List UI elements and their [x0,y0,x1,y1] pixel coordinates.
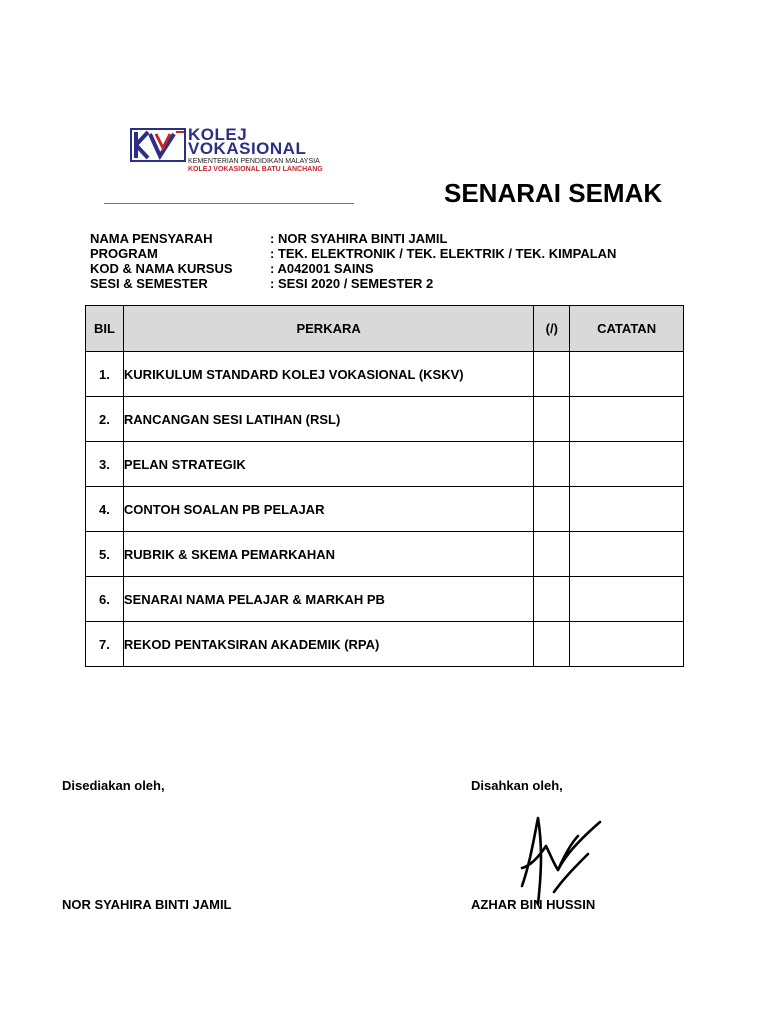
table-row [86,577,684,622]
row-notes-cell[interactable] [570,532,684,577]
approved-by-label: Disahkan oleh, [471,778,563,793]
row-notes-cell[interactable] [570,397,684,442]
table-row [86,487,684,532]
row-number: 4. [86,487,124,532]
logo-text-college-name: KOLEJ VOKASIONAL BATU LANCHANG [188,166,323,173]
info-row-course [90,261,616,276]
info-row-lecturer [90,231,616,246]
row-item: SENARAI NAMA PELAJAR & MARKAH PB [123,577,533,622]
info-label: NAMA PENSYARAH [90,231,213,246]
info-block [90,231,616,291]
prepared-by-label: Disediakan oleh, [62,778,165,793]
info-value: : SESI 2020 / SEMESTER 2 [270,276,434,291]
info-label: SESI & SEMESTER [90,276,208,291]
row-number: 3. [86,442,124,487]
header-bil: BIL [86,306,124,352]
row-tick-cell[interactable] [534,487,570,532]
header-tick: (/) [534,306,570,352]
row-item: PELAN STRATEGIK [123,442,533,487]
table-row [86,532,684,577]
table-header-row [86,306,684,352]
row-item: REKOD PENTAKSIRAN AKADEMIK (RPA) [123,622,533,667]
row-notes-cell[interactable] [570,577,684,622]
info-label: PROGRAM [90,246,158,261]
table-row [86,442,684,487]
row-tick-cell[interactable] [534,577,570,622]
row-tick-cell[interactable] [534,622,570,667]
header-catatan: CATATAN [570,306,684,352]
row-number: 5. [86,532,124,577]
table-row [86,622,684,667]
logo-text-ministry: KEMENTERIAN PENDIDIKAN MALAYSIA [188,158,320,165]
row-tick-cell[interactable] [534,532,570,577]
row-item: KURIKULUM STANDARD KOLEJ VOKASIONAL (KSKV) [123,352,533,397]
row-notes-cell[interactable] [570,622,684,667]
row-tick-cell[interactable] [534,352,570,397]
row-tick-cell[interactable] [534,442,570,487]
college-logo [104,96,356,204]
table-row [86,352,684,397]
info-row-program [90,246,616,261]
info-value: : NOR SYAHIRA BINTI JAMIL [270,231,448,246]
checklist-table [85,305,684,667]
row-item: RANCANGAN SESI LATIHAN (RSL) [123,397,533,442]
row-number: 7. [86,622,124,667]
row-item: RUBRIK & SKEMA PEMARKAHAN [123,532,533,577]
logo-text-kolej: KOLEJ [188,125,248,144]
row-notes-cell[interactable] [570,442,684,487]
row-notes-cell[interactable] [570,487,684,532]
info-row-session [90,276,616,291]
row-number: 1. [86,352,124,397]
header-perkara: PERKARA [123,306,533,352]
prepared-by-name: NOR SYAHIRA BINTI JAMIL [62,897,232,912]
info-value: : A042001 SAINS [270,261,374,276]
kv-logo-icon [130,128,186,162]
page-title: SENARAI SEMAK [444,178,663,208]
approved-by-name: AZHAR BIN HUSSIN [471,897,596,912]
row-notes-cell[interactable] [570,352,684,397]
row-tick-cell[interactable] [534,397,570,442]
row-number: 6. [86,577,124,622]
info-label: KOD & NAMA KURSUS [90,261,233,276]
logo-text-vokasional: VOKASIONAL [188,139,307,158]
row-number: 2. [86,397,124,442]
table-row [86,397,684,442]
info-value: : TEK. ELEKTRONIK / TEK. ELEKTRIK / TEK. KIMPALAN [270,246,617,261]
row-item: CONTOH SOALAN PB PELAJAR [123,487,533,532]
logo-divider [104,203,354,204]
